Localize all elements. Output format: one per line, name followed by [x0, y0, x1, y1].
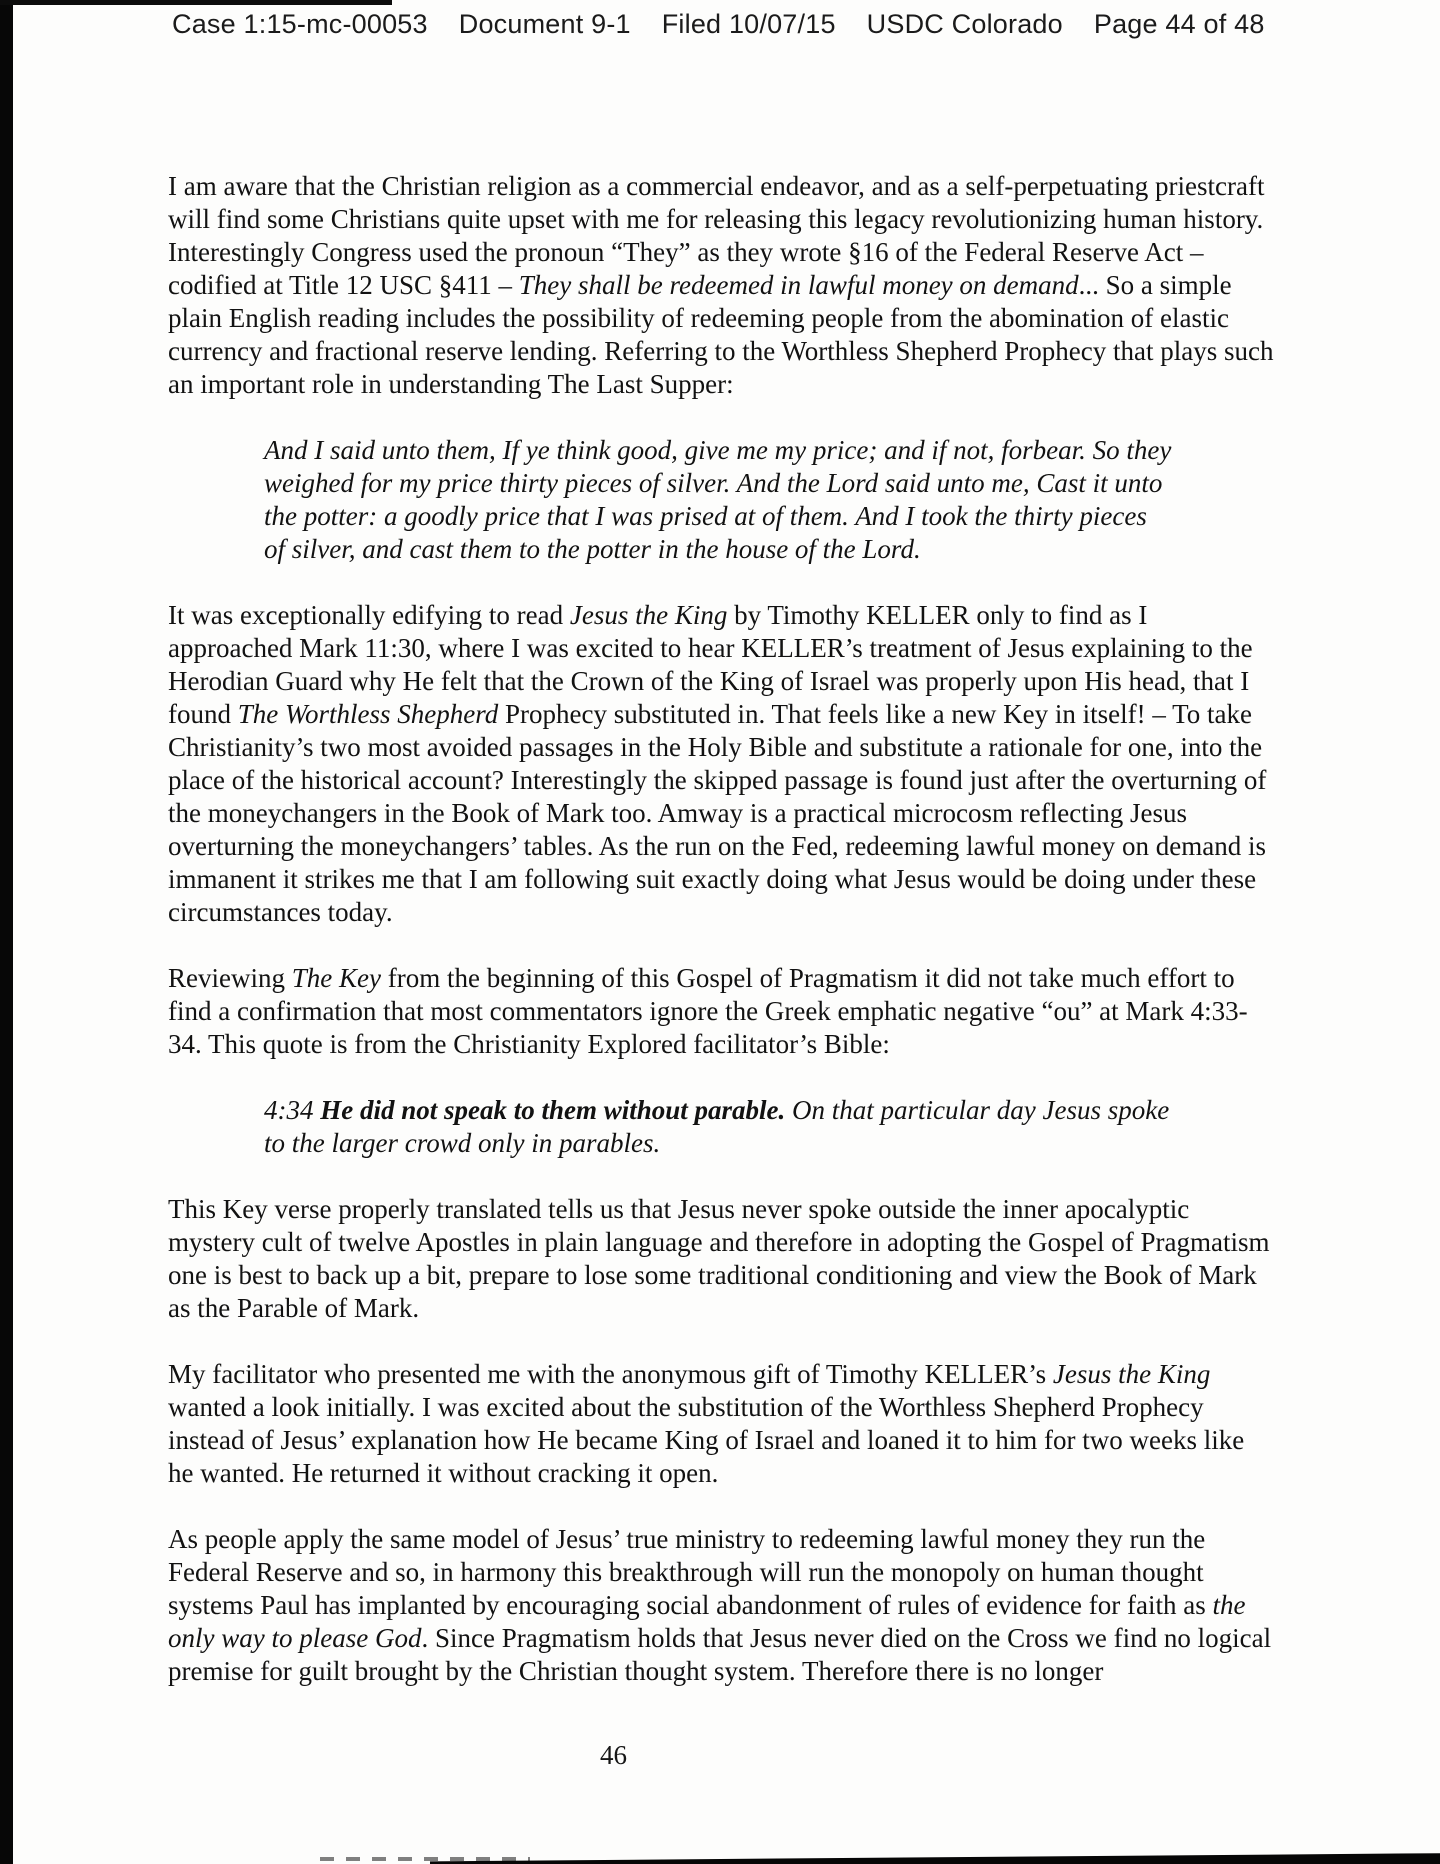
paragraph-2-text: It was exceptionally edifying to read	[168, 600, 570, 630]
page-indicator: Page 44 of 48	[1093, 9, 1265, 39]
scan-edge-top-line	[0, 0, 392, 5]
paragraph-2-book-title: Jesus the King	[569, 600, 728, 630]
paragraph-1-italic: They shall be redeemed in lawful money on demand	[518, 270, 1079, 300]
case-number: Case 1:15-mc-00053	[172, 9, 428, 39]
paragraph-3-text-cont: from the beginning of this Gospel of Pragmatism it did not take much effort to find a confirmation that most commentators ignore the Greek emphatic negative “ou” at Mark 4:33-34. This quote is from the Christianity Explored facilitator’s Bible:	[168, 963, 1248, 1059]
paragraph-5-text: My facilitator who presented me with the anonymous gift of Timothy KELLER’s	[168, 1359, 1053, 1389]
paragraph-3	[168, 962, 1274, 1061]
paragraph-5	[168, 1358, 1274, 1490]
document-body	[168, 170, 1274, 1721]
paragraph-3-text: Reviewing	[168, 963, 292, 993]
paragraph-6-text-end: . Since Pragmatism holds that Jesus never died on the Cross we find no logical premise for guilt brought by the Christian thought system. Therefore there is no longer	[168, 1623, 1272, 1686]
paragraph-1-text-cont: ... So a simple plain English reading includes the possibility of redeeming people from the abomination of elastic currency and fractional reserve lending. Referring to the Worthless Shepherd Prophecy that plays such an important role in understanding The Last Supper:	[168, 270, 1274, 399]
quote-2-text-cont: On that particular day Jesus spoke to the larger crowd only in parables.	[264, 1095, 1170, 1158]
quote-2-verse-number: 4:34	[264, 1095, 321, 1125]
paragraph-6-text: As people apply the same model of Jesus’ true ministry to redeeming lawful money they run the Federal Reserve and so, in harmony this breakthrough will run the monopoly on human thought systems Paul has implanted by encouraging social abandonment of rules of evidence for faith as	[168, 1524, 1213, 1620]
paragraph-1-text: I am aware that the Christian religion as a commercial endeavor, and as a self-perpetuating priestcraft will find some Christians quite upset with me for releasing this legacy revolutionizing human history. Interestingly Congress used the pronoun “They” as they wrote §16 of the Federal Reserve Act – codified at Title 12 USC §411 –	[168, 171, 1265, 300]
page-number: 46	[600, 1740, 627, 1770]
document-number: Document 9-1	[458, 9, 631, 39]
paragraph-2	[168, 599, 1274, 929]
paragraph-2-text-cont: by Timothy KELLER only to find as I approached Mark 11:30, where I was excited to hear KELLER’s treatment of Jesus explaining to the Herodian Guard why He felt that the Crown of the King of Israel was properly upon His head, that I found	[168, 600, 1253, 729]
filed-date: Filed 10/07/15	[661, 9, 836, 39]
paragraph-2-prophecy-title: The Worthless Shepherd	[237, 699, 499, 729]
scan-edge-bottom-bar	[430, 1852, 1440, 1864]
scan-edge-left-bar	[0, 0, 13, 1864]
paragraph-6	[168, 1523, 1274, 1688]
ecf-header-stamp	[172, 9, 1265, 40]
court-name: USDC Colorado	[866, 9, 1063, 39]
scripture-quote-1: And I said unto them, If ye think good, give me my price; and if not, forbear. So they weighed for my price thirty pieces of silver. And the Lord said unto me, Cast it unto the potter: a goodly price that I was prised at of them. And I took the thirty pieces of silver, and cast them to the potter in the house of the Lord.	[264, 435, 1172, 564]
paragraph-2-text-end: Prophecy substituted in. That feels like a new Key in itself! – To take Christianity’s two most avoided passages in the Holy Bible and substitute a rationale for one, into the place of the historical account? Interestingly the skipped passage is found just after the overturning of the moneychangers in the Book of Mark too. Amway is a practical microcosm reflecting Jesus overturning the moneychangers’ tables. As the run on the Fed, redeeming lawful money on demand is immanent it strikes me that I am following suit exactly doing what Jesus would be doing under these circumstances today.	[168, 699, 1267, 927]
scripture-quote-2	[264, 1094, 1174, 1160]
paragraph-3-book-title: The Key	[291, 963, 381, 993]
quote-2-bold-text: He did not speak to them without parable.	[320, 1095, 786, 1125]
paragraph-6-italic: the only way to please God	[168, 1590, 1246, 1653]
paragraph-4: This Key verse properly translated tells us that Jesus never spoke outside the inner apocalyptic mystery cult of twelve Apostles in plain language and therefore in adopting the Gospel of Pragmatism one is best to back up a bit, prepare to lose some traditional conditioning and view the Book of Mark as the Parable of Mark.	[168, 1194, 1270, 1323]
paragraph-1	[168, 170, 1274, 401]
paragraph-5-book-title: Jesus the King	[1052, 1359, 1211, 1389]
paragraph-5-text-cont: wanted a look initially. I was excited about the substitution of the Worthless Shepherd Prophecy instead of Jesus’ explanation how He became King of Israel and loaned it to him for two weeks like he wanted. He returned it without cracking it open.	[168, 1392, 1245, 1488]
scan-edge-bottom-dashes	[320, 1857, 530, 1861]
